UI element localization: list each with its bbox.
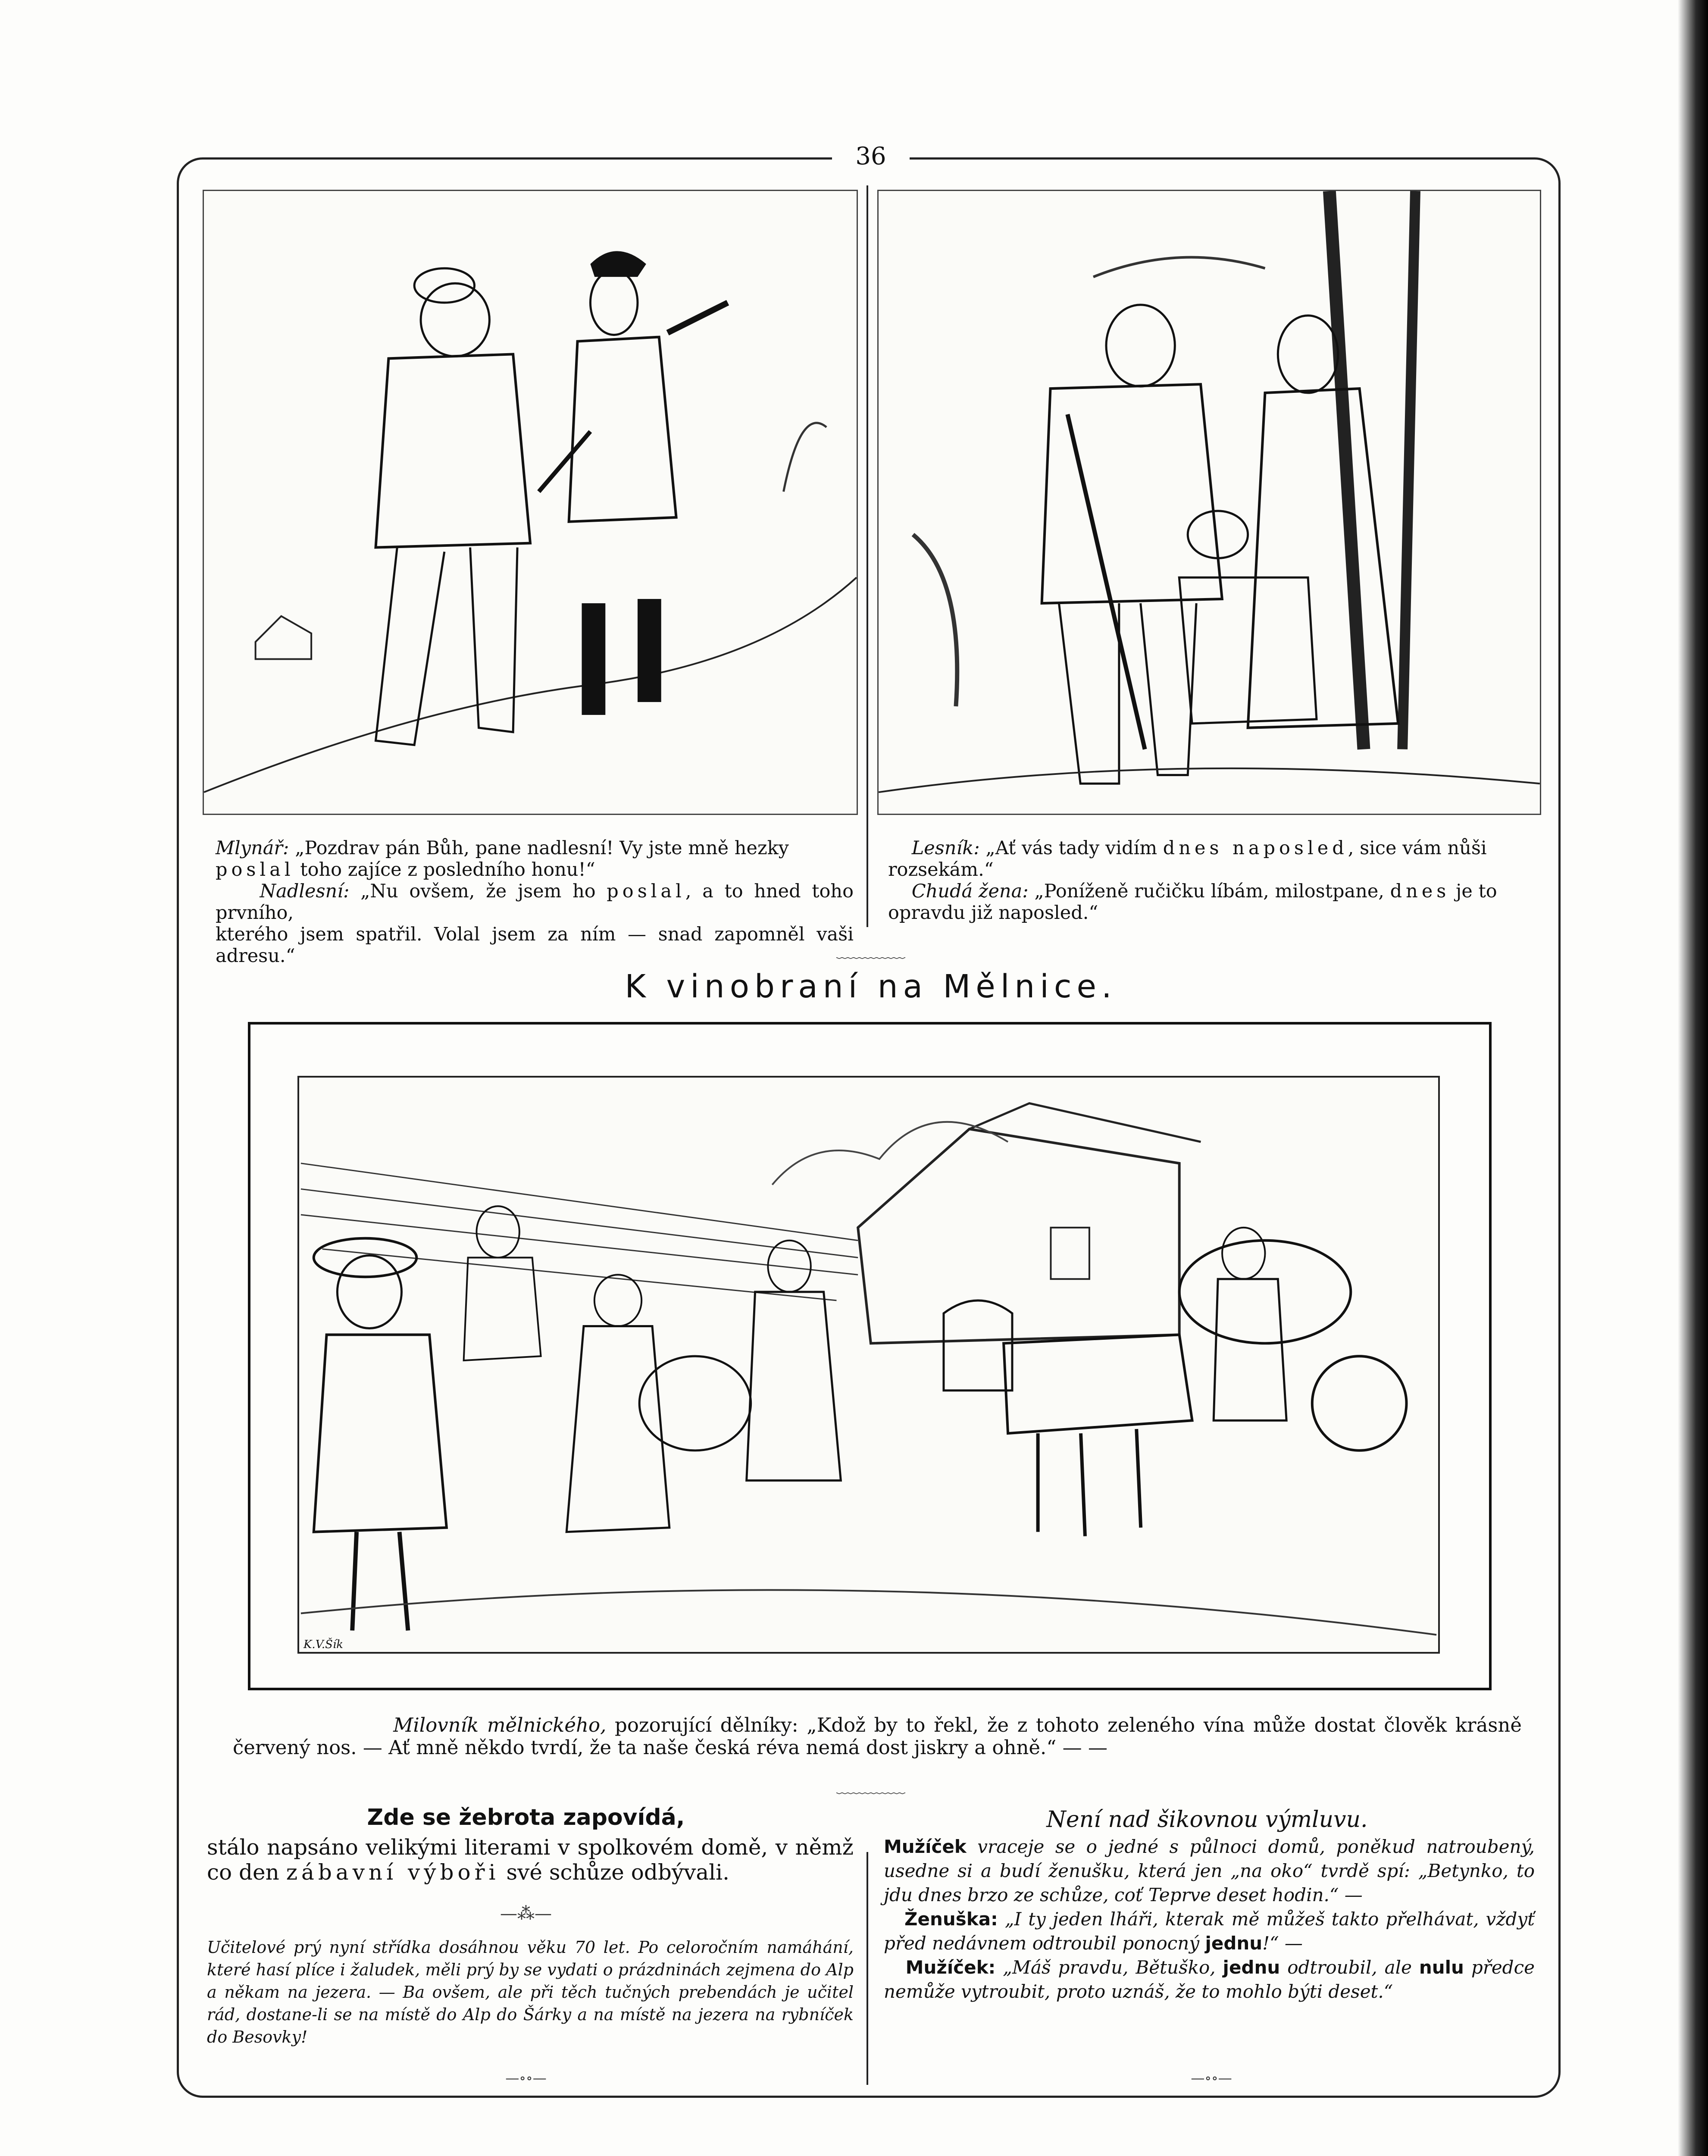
miller-line-1: „Pozdrav pán Bůh, pane nadlesní! Vy jste mně hezky (295, 837, 789, 859)
artist-signature: K.V.Šík (303, 1638, 344, 1651)
muzicek-text-1: vraceje se o jedné s půlnoci domů, poněkud natroubený, usedne si a budí ženušku, která jen „na oko“ tvrdě spí: „Betynko, to jdu dnes brzo ze schůze, coť Teprve deset hodin.“ — (884, 1836, 1535, 1905)
ornament-wave-1: ﹏﹏﹏﹏ (836, 942, 905, 962)
lesnik-line-1a: „Ať vás tady vidím (985, 837, 1157, 859)
cartoon-miller-drawing (204, 191, 857, 814)
zenuska-end: !“ — (1262, 1933, 1303, 1954)
woman-line-1a: „Poníženě ručičku líbám, milostpane, (1034, 881, 1384, 902)
forester-line-2: kterého jsem spatřil. Volal jsem za ním — snad zapomněl vaši adresu.“ (216, 924, 854, 967)
muzicek-bold-2: nulu (1419, 1957, 1464, 1978)
muzicek-text-2c: předce nemůže vytroubit, proto uznáš, že to mohlo býti deset.“ (884, 1957, 1535, 2002)
speaker-wine-lover: Milovník mělnického, (393, 1714, 607, 1736)
woman-line-1-spaced: dnes (1390, 881, 1450, 902)
zenuska-text: „I ty jeden lháři, kterak mě můžeš takto přelhávat, vždyť před nedávnem odtroubil ponocný (884, 1908, 1535, 1954)
caption-miller-dialogue (216, 837, 854, 967)
heading-excuse: Není nad šikovnou výmluvu. (1046, 1807, 1368, 1833)
caption-vineyard (233, 1714, 1522, 1759)
forester-line-1b: , a to hned toho prvního, (216, 881, 854, 924)
muzicek-text-2b: odtroubil, ale (1287, 1957, 1412, 1978)
page-number: 36 (832, 142, 910, 170)
speaker-lesnik: Lesník: (911, 837, 980, 859)
ornament-dots-right: —∘∘— (1191, 2070, 1232, 2086)
cartoon-forest-drawing (879, 191, 1540, 814)
zenuska-bold: jednu (1205, 1933, 1263, 1954)
bottom-column-divider (867, 1852, 868, 2085)
cartoon-miller-and-forester (203, 190, 858, 815)
heading-begging-prohibited: Zde se žebrota zapovídá, (367, 1805, 685, 1830)
begging-text-b: své schůze odbývali. (506, 1860, 730, 1885)
lesnik-line-2: rozsekám.“ (888, 859, 994, 881)
main-title: K vinobraní na Mělnice. (625, 968, 1117, 1005)
grape-harvest-drawing (299, 1078, 1438, 1652)
speaker-zenuska: Ženuška: (904, 1908, 998, 1930)
lesnik-line-1b: , sice vám nůši (1348, 837, 1487, 859)
forester-line-1-spaced: poslal (607, 881, 685, 902)
begging-text-spaced: zábavní výboři (286, 1860, 500, 1885)
muzicek-text-2a: „Máš pravdu, Bětuško, (1003, 1957, 1216, 1978)
ornament-wave-2: ﹏﹏﹏﹏ (836, 1777, 905, 1797)
illustration-grape-harvest (297, 1076, 1440, 1654)
speaker-muzicek-1: Mužíček (884, 1836, 967, 1857)
speaker-woman: Chudá žena: (911, 881, 1029, 902)
speaker-miller: Mlynář: (216, 837, 289, 859)
begging-paragraph (207, 1835, 854, 1885)
woman-line-2: opravdu již naposled.“ (888, 902, 1098, 924)
teachers-paragraph: Učitelové prý nyní střídka dosáhnou věku 70 let. Po celoročním namáhání, které hasí plíce i žaludek, měli prý by se vydati o prázdninách zejmena do Alp a někam na jezera. — Ba ovšem, ale při těch tučných prebendách je učitel rád, dostane-li se na místě do Alp do Šárky a na místě na jezera na rybníček do Besovky! (207, 1938, 854, 2046)
miller-line-2-spaced: poslal (216, 859, 294, 881)
muzicek-bold-1: jednu (1223, 1957, 1280, 1978)
excuse-dialogue (884, 1835, 1535, 2004)
top-column-divider (867, 185, 868, 927)
scan-edge (1678, 0, 1708, 2156)
forester-line-1a: „Nu ovšem, že jsem ho (360, 881, 596, 902)
speaker-muzicek-2: Mužíček: (905, 1957, 996, 1978)
begging-text-a: stálo napsáno velikými literami v spolkovém domě, v němž co den (207, 1835, 854, 1885)
woman-line-1b: je to (1456, 881, 1497, 902)
ornament-dots-left: —∘∘— (505, 2070, 547, 2086)
lesnik-line-1-spaced: dnes naposled (1163, 837, 1348, 859)
ornament-small-left: —⁂— (500, 1904, 552, 1924)
miller-line-2: toho zajíce z posledního honu!“ (300, 859, 595, 881)
cartoon-forester-and-poor-woman (877, 190, 1541, 815)
caption-forester-dialogue (888, 837, 1530, 924)
speaker-forester: Nadlesní: (260, 881, 350, 902)
vineyard-caption-text: pozorující dělníky: „Kdož by to řekl, že z tohoto zeleného vína může dostat člověk krásně červený nos. — Ať mně někdo tvrdí, že ta naše česká réva nemá dost jiskry a ohně.“ — — (233, 1714, 1522, 1759)
